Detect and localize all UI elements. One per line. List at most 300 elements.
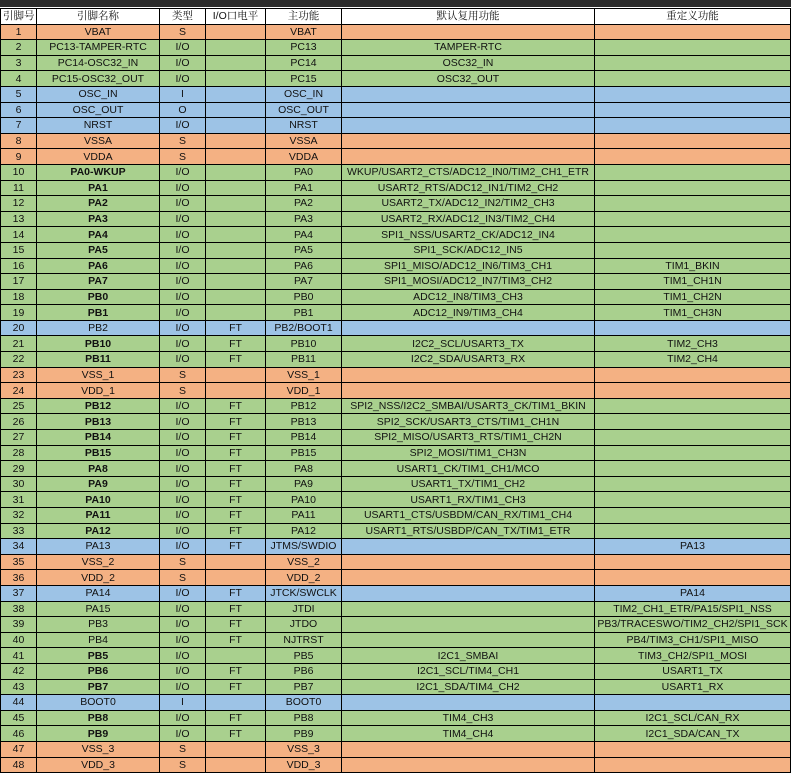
cell-pin-name: PA9 [37, 476, 160, 492]
cell-pin-name: PB9 [37, 726, 160, 742]
cell-pin-name: PA4 [37, 227, 160, 243]
cell-main-function: PA2 [266, 196, 342, 212]
cell-type: O [160, 102, 206, 118]
cell-main-function: OSC_IN [266, 86, 342, 102]
cell-io-level [206, 118, 266, 134]
cell-default-alternate [342, 102, 595, 118]
cell-type: I/O [160, 508, 206, 524]
cell-pin-number: 22 [1, 352, 37, 368]
cell-pin-name: PA13 [37, 539, 160, 555]
cell-pin-number: 47 [1, 741, 37, 757]
table-row [1, 258, 791, 274]
cell-remap [595, 133, 791, 149]
cell-type: I/O [160, 679, 206, 695]
cell-main-function: PB11 [266, 352, 342, 368]
cell-io-level [206, 554, 266, 570]
cell-main-function: BOOT0 [266, 695, 342, 711]
cell-main-function: VDD_2 [266, 570, 342, 586]
cell-default-alternate [342, 617, 595, 633]
cell-io-level [206, 305, 266, 321]
cell-io-level [206, 570, 266, 586]
cell-type: S [160, 757, 206, 773]
table-row [1, 461, 791, 477]
table-row [1, 570, 791, 586]
cell-pin-number: 21 [1, 336, 37, 352]
cell-default-alternate: SPI1_SCK/ADC12_IN5 [342, 242, 595, 258]
cell-type: S [160, 741, 206, 757]
cell-main-function: PA1 [266, 180, 342, 196]
cell-pin-number: 17 [1, 274, 37, 290]
cell-type: S [160, 554, 206, 570]
table-row [1, 336, 791, 352]
cell-io-level [206, 133, 266, 149]
table-row [1, 757, 791, 773]
table-row [1, 102, 791, 118]
cell-pin-number: 24 [1, 383, 37, 399]
header-main-function: 主功能 [266, 9, 342, 25]
cell-pin-number: 20 [1, 320, 37, 336]
cell-remap [595, 227, 791, 243]
table-row [1, 305, 791, 321]
cell-pin-name: VDD_2 [37, 570, 160, 586]
cell-type: I/O [160, 585, 206, 601]
cell-main-function: JTCK/SWCLK [266, 585, 342, 601]
cell-pin-number: 37 [1, 585, 37, 601]
cell-default-alternate [342, 118, 595, 134]
cell-main-function: PB9 [266, 726, 342, 742]
table-row [1, 414, 791, 430]
cell-type: I/O [160, 710, 206, 726]
cell-type: I/O [160, 539, 206, 555]
cell-type: I/O [160, 274, 206, 290]
cell-type: I/O [160, 648, 206, 664]
cell-pin-name: OSC_IN [37, 86, 160, 102]
cell-main-function: PA8 [266, 461, 342, 477]
cell-pin-name: VBAT [37, 24, 160, 40]
cell-io-level: FT [206, 663, 266, 679]
header-pin-number: 引脚号 [1, 9, 37, 25]
cell-default-alternate [342, 24, 595, 40]
cell-remap [595, 180, 791, 196]
cell-pin-number: 48 [1, 757, 37, 773]
cell-pin-number: 46 [1, 726, 37, 742]
cell-pin-number: 31 [1, 492, 37, 508]
cell-default-alternate: ADC12_IN8/TIM3_CH3 [342, 289, 595, 305]
cell-type: I/O [160, 320, 206, 336]
cell-pin-number: 16 [1, 258, 37, 274]
cell-pin-number: 26 [1, 414, 37, 430]
cell-default-alternate [342, 367, 595, 383]
cell-pin-name: PB5 [37, 648, 160, 664]
cell-io-level: FT [206, 430, 266, 446]
cell-type: I/O [160, 242, 206, 258]
cell-pin-number: 45 [1, 710, 37, 726]
cell-type: I/O [160, 352, 206, 368]
header-default-alternate: 默认复用功能 [342, 9, 595, 25]
cell-pin-name: PC13-TAMPER-RTC [37, 40, 160, 56]
cell-pin-name: PA10 [37, 492, 160, 508]
cell-io-level [206, 86, 266, 102]
table-row [1, 149, 791, 165]
cell-io-level [206, 367, 266, 383]
cell-pin-name: VDD_1 [37, 383, 160, 399]
cell-pin-number: 7 [1, 118, 37, 134]
cell-default-alternate: SPI1_MISO/ADC12_IN6/TIM3_CH1 [342, 258, 595, 274]
table-row [1, 632, 791, 648]
cell-pin-name: PA1 [37, 180, 160, 196]
cell-pin-name: PB2 [37, 320, 160, 336]
cell-pin-name: VSS_2 [37, 554, 160, 570]
cell-pin-number: 8 [1, 133, 37, 149]
header-io-level: I/O口电平 [206, 9, 266, 25]
cell-default-alternate: I2C1_SCL/TIM4_CH1 [342, 663, 595, 679]
cell-type: I/O [160, 196, 206, 212]
table-row [1, 679, 791, 695]
cell-main-function: VSS_3 [266, 741, 342, 757]
cell-type: I/O [160, 180, 206, 196]
cell-pin-name: PB6 [37, 663, 160, 679]
cell-default-alternate: WKUP/USART2_CTS/ADC12_IN0/TIM2_CH1_ETR [342, 164, 595, 180]
cell-default-alternate [342, 133, 595, 149]
cell-default-alternate [342, 585, 595, 601]
cell-main-function: VDD_1 [266, 383, 342, 399]
cell-pin-number: 25 [1, 398, 37, 414]
cell-main-function: PB10 [266, 336, 342, 352]
table-row [1, 196, 791, 212]
table-row [1, 24, 791, 40]
table-row [1, 86, 791, 102]
cell-main-function: PB2/BOOT1 [266, 320, 342, 336]
cell-default-alternate: I2C2_SDA/USART3_RX [342, 352, 595, 368]
cell-io-level [206, 227, 266, 243]
cell-main-function: PA6 [266, 258, 342, 274]
cell-remap [595, 71, 791, 87]
cell-default-alternate: USART2_TX/ADC12_IN2/TIM2_CH3 [342, 196, 595, 212]
cell-pin-number: 15 [1, 242, 37, 258]
header-pin-name: 引脚名称 [37, 9, 160, 25]
cell-main-function: PB14 [266, 430, 342, 446]
cell-remap: PB3/TRACESWO/TIM2_CH2/SPI1_SCK [595, 617, 791, 633]
cell-default-alternate: I2C1_SDA/TIM4_CH2 [342, 679, 595, 695]
table-row [1, 695, 791, 711]
cell-type: I/O [160, 726, 206, 742]
cell-remap [595, 102, 791, 118]
cell-io-level: FT [206, 508, 266, 524]
cell-main-function: PB15 [266, 445, 342, 461]
cell-io-level: FT [206, 710, 266, 726]
cell-type: I/O [160, 601, 206, 617]
table-row [1, 554, 791, 570]
cell-type: I/O [160, 414, 206, 430]
cell-remap [595, 570, 791, 586]
cell-remap: TIM2_CH4 [595, 352, 791, 368]
cell-default-alternate: I2C1_SMBAI [342, 648, 595, 664]
cell-io-level [206, 196, 266, 212]
cell-main-function: VDD_3 [266, 757, 342, 773]
cell-io-level [206, 242, 266, 258]
cell-type: S [160, 133, 206, 149]
header-remap: 重定义功能 [595, 9, 791, 25]
cell-remap [595, 55, 791, 71]
cell-remap [595, 242, 791, 258]
cell-remap [595, 320, 791, 336]
cell-pin-number: 14 [1, 227, 37, 243]
cell-pin-number: 39 [1, 617, 37, 633]
cell-main-function: PA9 [266, 476, 342, 492]
cell-type: I/O [160, 40, 206, 56]
cell-pin-number: 9 [1, 149, 37, 165]
cell-default-alternate: SPI2_MOSI/TIM1_CH3N [342, 445, 595, 461]
cell-main-function: PA11 [266, 508, 342, 524]
table-row [1, 508, 791, 524]
table-row [1, 40, 791, 56]
top-bar [0, 0, 791, 7]
cell-io-level: FT [206, 585, 266, 601]
table-row [1, 445, 791, 461]
cell-pin-number: 3 [1, 55, 37, 71]
cell-io-level: FT [206, 617, 266, 633]
cell-io-level [206, 24, 266, 40]
cell-remap: TIM2_CH3 [595, 336, 791, 352]
cell-type: I/O [160, 663, 206, 679]
cell-io-level: FT [206, 414, 266, 430]
cell-remap [595, 757, 791, 773]
cell-default-alternate: SPI1_MOSI/ADC12_IN7/TIM3_CH2 [342, 274, 595, 290]
cell-io-level: FT [206, 539, 266, 555]
table-row [1, 367, 791, 383]
cell-type: I/O [160, 336, 206, 352]
cell-pin-number: 11 [1, 180, 37, 196]
cell-pin-name: PC14-OSC32_IN [37, 55, 160, 71]
cell-io-level: FT [206, 476, 266, 492]
cell-pin-name: PA14 [37, 585, 160, 601]
cell-main-function: PA5 [266, 242, 342, 258]
cell-pin-name: PB11 [37, 352, 160, 368]
cell-type: I/O [160, 227, 206, 243]
cell-type: I/O [160, 258, 206, 274]
cell-io-level [206, 40, 266, 56]
cell-default-alternate: USART1_CK/TIM1_CH1/MCO [342, 461, 595, 477]
cell-io-level [206, 180, 266, 196]
cell-type: I/O [160, 305, 206, 321]
cell-main-function: PB1 [266, 305, 342, 321]
cell-remap [595, 367, 791, 383]
cell-io-level [206, 757, 266, 773]
cell-pin-name: PA7 [37, 274, 160, 290]
cell-remap: PB4/TIM3_CH1/SPI1_MISO [595, 632, 791, 648]
cell-main-function: PA7 [266, 274, 342, 290]
cell-main-function: NRST [266, 118, 342, 134]
cell-pin-name: PB3 [37, 617, 160, 633]
cell-pin-name: VSSA [37, 133, 160, 149]
cell-default-alternate [342, 695, 595, 711]
cell-remap [595, 492, 791, 508]
pin-table [0, 8, 791, 773]
cell-default-alternate: TIM4_CH3 [342, 710, 595, 726]
cell-main-function: VBAT [266, 24, 342, 40]
cell-io-level [206, 164, 266, 180]
cell-pin-number: 18 [1, 289, 37, 305]
cell-pin-name: VDDA [37, 149, 160, 165]
cell-remap [595, 430, 791, 446]
cell-default-alternate: USART1_CTS/USBDM/CAN_RX/TIM1_CH4 [342, 508, 595, 524]
cell-pin-name: PB15 [37, 445, 160, 461]
cell-pin-number: 27 [1, 430, 37, 446]
cell-main-function: PB0 [266, 289, 342, 305]
cell-remap [595, 118, 791, 134]
cell-io-level: FT [206, 492, 266, 508]
cell-type: I/O [160, 55, 206, 71]
cell-remap [595, 554, 791, 570]
cell-io-level [206, 71, 266, 87]
cell-type: I [160, 695, 206, 711]
cell-pin-name: PA3 [37, 211, 160, 227]
cell-main-function: PC15 [266, 71, 342, 87]
cell-io-level: FT [206, 445, 266, 461]
cell-main-function: PB5 [266, 648, 342, 664]
cell-default-alternate: TIM4_CH4 [342, 726, 595, 742]
cell-pin-number: 41 [1, 648, 37, 664]
table-row [1, 710, 791, 726]
cell-main-function: VSSA [266, 133, 342, 149]
table-row [1, 180, 791, 196]
cell-remap [595, 445, 791, 461]
cell-remap: TIM2_CH1_ETR/PA15/SPI1_NSS [595, 601, 791, 617]
cell-remap [595, 741, 791, 757]
cell-remap [595, 508, 791, 524]
cell-default-alternate [342, 86, 595, 102]
cell-io-level: FT [206, 320, 266, 336]
cell-pin-name: BOOT0 [37, 695, 160, 711]
table-row [1, 71, 791, 87]
cell-pin-number: 32 [1, 508, 37, 524]
cell-main-function: NJTRST [266, 632, 342, 648]
table-row [1, 430, 791, 446]
cell-pin-number: 10 [1, 164, 37, 180]
cell-pin-name: VSS_3 [37, 741, 160, 757]
cell-pin-name: PB14 [37, 430, 160, 446]
table-row [1, 211, 791, 227]
cell-main-function: PA10 [266, 492, 342, 508]
cell-io-level [206, 102, 266, 118]
cell-pin-name: PB1 [37, 305, 160, 321]
cell-type: I/O [160, 523, 206, 539]
cell-pin-name: PB10 [37, 336, 160, 352]
cell-default-alternate: I2C2_SCL/USART3_TX [342, 336, 595, 352]
cell-remap [595, 476, 791, 492]
cell-default-alternate [342, 632, 595, 648]
table-row [1, 320, 791, 336]
cell-main-function: PB8 [266, 710, 342, 726]
table-row [1, 227, 791, 243]
cell-main-function: PC13 [266, 40, 342, 56]
cell-io-level: FT [206, 632, 266, 648]
table-row [1, 663, 791, 679]
cell-remap: I2C1_SCL/CAN_RX [595, 710, 791, 726]
cell-remap [595, 414, 791, 430]
cell-default-alternate: USART1_RX/TIM1_CH3 [342, 492, 595, 508]
table-row [1, 726, 791, 742]
cell-type: I/O [160, 617, 206, 633]
cell-pin-number: 35 [1, 554, 37, 570]
cell-main-function: PA0 [266, 164, 342, 180]
cell-pin-number: 42 [1, 663, 37, 679]
cell-default-alternate: SPI1_NSS/USART2_CK/ADC12_IN4 [342, 227, 595, 243]
table-row [1, 741, 791, 757]
cell-remap [595, 24, 791, 40]
cell-pin-name: PA15 [37, 601, 160, 617]
cell-default-alternate [342, 539, 595, 555]
cell-io-level [206, 383, 266, 399]
cell-pin-number: 38 [1, 601, 37, 617]
cell-main-function: PA3 [266, 211, 342, 227]
cell-pin-number: 28 [1, 445, 37, 461]
cell-io-level [206, 55, 266, 71]
cell-pin-number: 29 [1, 461, 37, 477]
pin-table-body [1, 24, 791, 773]
cell-io-level [206, 149, 266, 165]
cell-main-function: VDDA [266, 149, 342, 165]
table-row [1, 492, 791, 508]
table-row [1, 476, 791, 492]
cell-remap [595, 164, 791, 180]
cell-main-function: JTMS/SWDIO [266, 539, 342, 555]
cell-remap: TIM3_CH2/SPI1_MOSI [595, 648, 791, 664]
cell-pin-number: 34 [1, 539, 37, 555]
cell-remap [595, 523, 791, 539]
cell-pin-number: 6 [1, 102, 37, 118]
cell-pin-number: 36 [1, 570, 37, 586]
cell-default-alternate: TAMPER-RTC [342, 40, 595, 56]
cell-type: I/O [160, 289, 206, 305]
cell-default-alternate: USART2_RTS/ADC12_IN1/TIM2_CH2 [342, 180, 595, 196]
table-row [1, 601, 791, 617]
cell-remap [595, 695, 791, 711]
cell-type: I/O [160, 398, 206, 414]
cell-default-alternate: USART1_TX/TIM1_CH2 [342, 476, 595, 492]
cell-remap: I2C1_SDA/CAN_TX [595, 726, 791, 742]
cell-default-alternate [342, 320, 595, 336]
cell-remap [595, 196, 791, 212]
table-row [1, 133, 791, 149]
table-row [1, 617, 791, 633]
cell-io-level: FT [206, 601, 266, 617]
cell-type: I/O [160, 445, 206, 461]
cell-remap [595, 149, 791, 165]
cell-main-function: VSS_1 [266, 367, 342, 383]
cell-pin-number: 40 [1, 632, 37, 648]
cell-pin-name: VSS_1 [37, 367, 160, 383]
cell-type: I [160, 86, 206, 102]
cell-io-level [206, 274, 266, 290]
cell-main-function: PB6 [266, 663, 342, 679]
cell-pin-name: PA0-WKUP [37, 164, 160, 180]
cell-main-function: JTDO [266, 617, 342, 633]
cell-io-level: FT [206, 726, 266, 742]
cell-io-level: FT [206, 398, 266, 414]
cell-type: I/O [160, 211, 206, 227]
cell-default-alternate [342, 383, 595, 399]
table-row [1, 585, 791, 601]
cell-pin-name: PB8 [37, 710, 160, 726]
cell-remap: TIM1_CH3N [595, 305, 791, 321]
cell-pin-number: 23 [1, 367, 37, 383]
cell-io-level [206, 695, 266, 711]
header-row [1, 9, 791, 25]
cell-pin-number: 1 [1, 24, 37, 40]
cell-type: S [160, 24, 206, 40]
cell-type: I/O [160, 632, 206, 648]
